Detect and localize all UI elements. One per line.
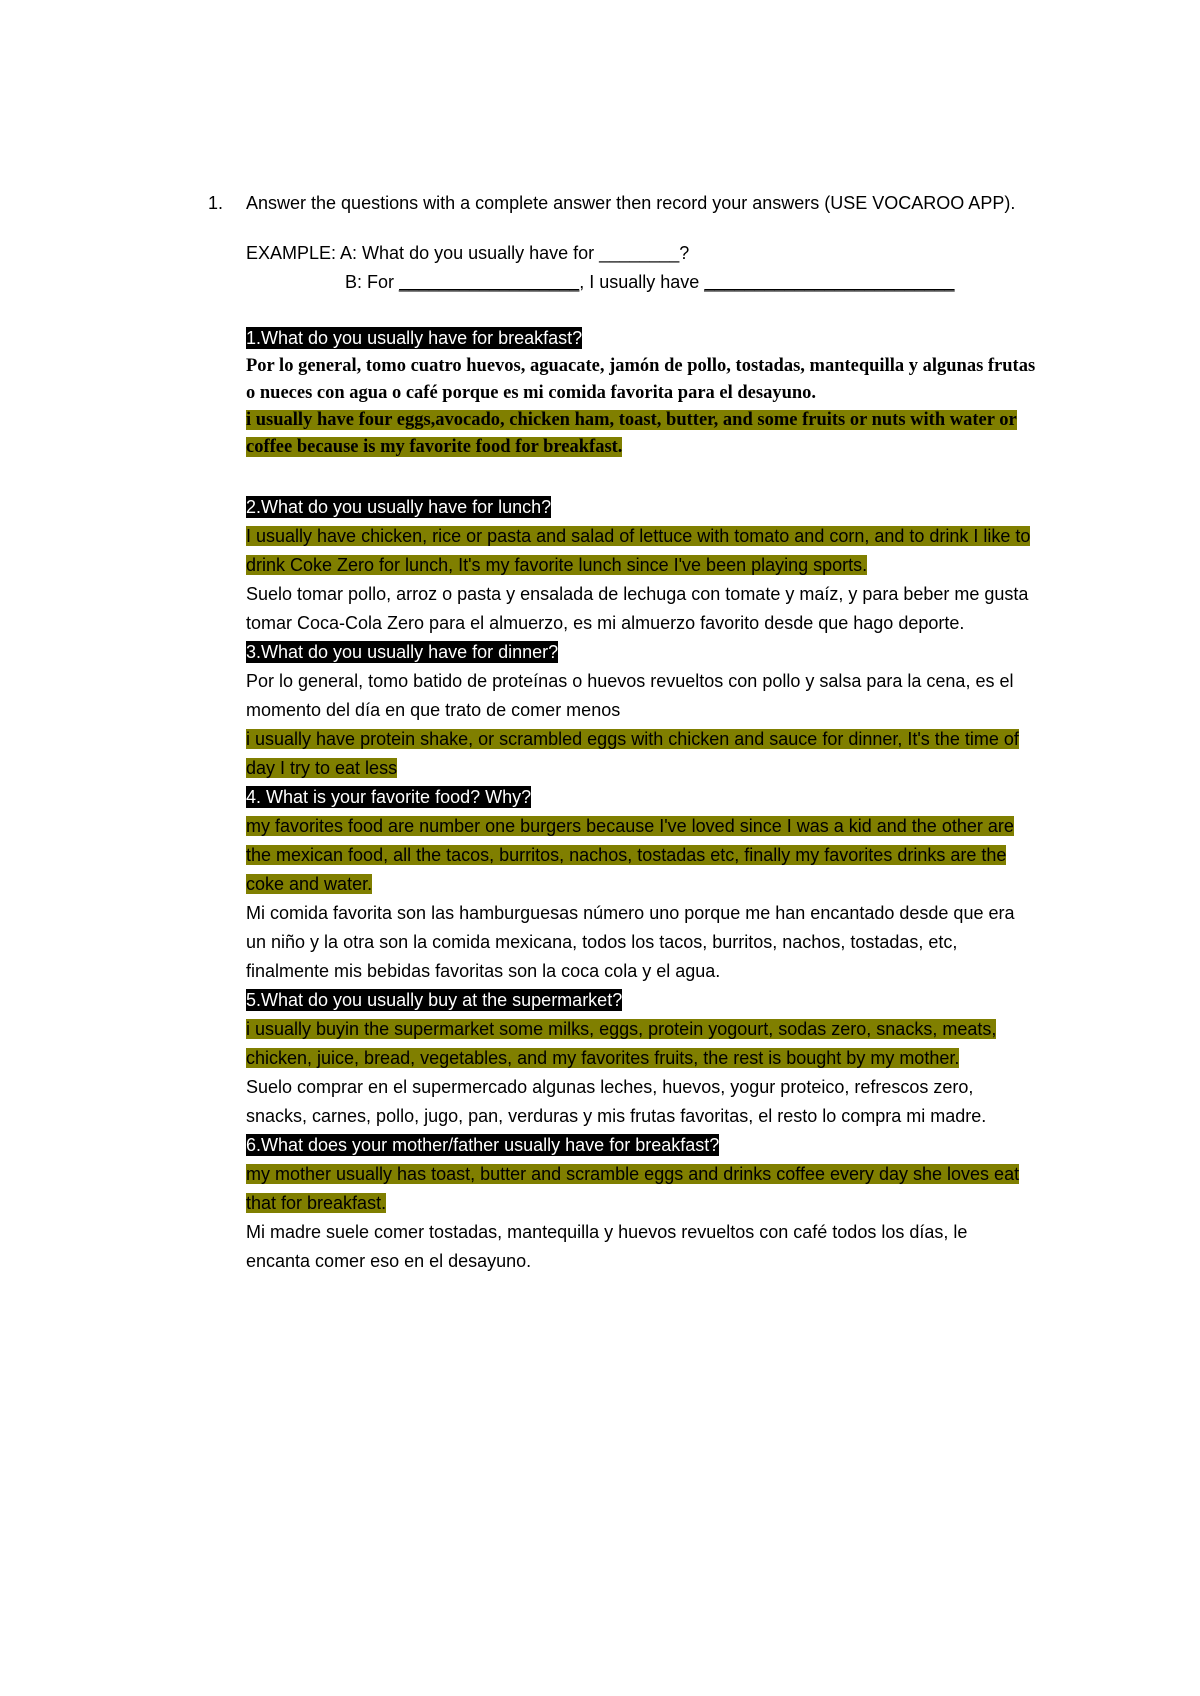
question-4: 4. What is your favorite food? Why? xyxy=(246,787,532,807)
question-5-line xyxy=(246,986,1036,1015)
answer-4-spanish: Mi comida favorita son las hamburguesas número uno porque me han encantado desde que era un niño y la otra son la comida mexicana, todos los tacos, burritos, nachos, tostadas, etc, finalmente mis bebidas favoritas son la coca cola y el agua. xyxy=(246,903,1015,981)
answer-1-english-wrap xyxy=(246,407,1036,461)
answer-2-english: I usually have chicken, rice or pasta and salad of lettuce with tomato and corn, and to drink I like to drink Coke Zero for lunch, It's my favorite lunch since I've been playing sports. xyxy=(246,526,1031,575)
example-b-prefix: B: For xyxy=(345,272,400,292)
question-5: 5.What do you usually buy at the supermarket? xyxy=(246,990,623,1010)
instruction-item xyxy=(208,189,1036,218)
answer-1-english: i usually have four eggs,avocado, chicken ham, toast, butter, and some fruits or nuts with water or coffee because is my favorite food for breakfast. xyxy=(246,410,1017,457)
answer-6-spanish: Mi madre suele comer tostadas, mantequilla y huevos revueltos con café todos los días, le encanta comer eso en el desayuno. xyxy=(246,1222,968,1271)
answer-3-spanish: Por lo general, tomo batido de proteínas o huevos revueltos con pollo y salsa para la cena, es el momento del día en que trato de comer menos xyxy=(246,671,1014,720)
question-3: 3.What do you usually have for dinner? xyxy=(246,642,559,662)
example-line-a: EXAMPLE: A: What do you usually have for ________? xyxy=(246,243,690,263)
example-b-blank-1: __________________ xyxy=(399,272,580,292)
answer-2-english-wrap xyxy=(246,522,1036,580)
answer-4-english-wrap xyxy=(246,812,1036,899)
question-2: 2.What do you usually have for lunch? xyxy=(246,497,552,517)
question-1: 1.What do you usually have for breakfast? xyxy=(246,328,583,348)
answer-6-english-wrap xyxy=(246,1160,1036,1218)
answer-3-english: i usually have protein shake, or scrambled eggs with chicken and sauce for dinner, It's the time of day I try to eat less xyxy=(246,729,1019,778)
question-3-line xyxy=(246,638,1036,667)
example-line-b xyxy=(246,268,1036,297)
answer-6-english: my mother usually has toast, butter and scramble eggs and drinks coffee every day she loves eat that for breakfast. xyxy=(246,1164,1020,1213)
question-1-line xyxy=(246,324,1036,353)
list-number: 1. xyxy=(208,193,224,213)
question-2-line xyxy=(246,493,1036,522)
worksheet-content xyxy=(208,189,1036,1276)
instruction-text: Answer the questions with a complete answer then record your answers (USE VOCAROO APP). xyxy=(246,193,1016,213)
example-block xyxy=(246,239,1036,297)
answer-3-english-wrap xyxy=(246,725,1036,783)
answer-2-spanish: Suelo tomar pollo, arroz o pasta y ensalada de lechuga con tomate y maíz, y para beber me gusta tomar Coca-Cola Zero para el almuerzo, es mi almuerzo favorito desde que hago deporte. xyxy=(246,584,1029,633)
answer-5-spanish: Suelo comprar en el supermercado algunas leches, huevos, yogur proteico, refrescos zero, snacks, carnes, pollo, jugo, pan, verduras y mis frutas favoritas, el resto lo compra mi madre. xyxy=(246,1077,987,1126)
example-b-blank-2: _________________________ xyxy=(704,272,955,292)
answer-1-spanish: Por lo general, tomo cuatro huevos, aguacate, jamón de pollo, tostadas, mantequilla y algunas frutas o nueces con agua o café porque es mi comida favorita para el desayuno. xyxy=(246,356,1036,403)
answer-5-english-wrap xyxy=(246,1015,1036,1073)
example-b-middle: , I usually have xyxy=(579,272,705,292)
answer-5-english: i usually buyin the supermarket some milks, eggs, protein yogourt, sodas zero, snacks, meats, chicken, juice, bread, vegetables, and my favorites fruits, the rest is bought by my mother. xyxy=(246,1019,997,1068)
question-4-line xyxy=(246,783,1036,812)
question-6-line xyxy=(246,1131,1036,1160)
answer-4-english: my favorites food are number one burgers because I've loved since I was a kid and the other are the mexican food, all the tacos, burritos, nachos, tostadas etc, finally my favorites drinks are the coke and water. xyxy=(246,816,1014,894)
question-6: 6.What does your mother/father usually have for breakfast? xyxy=(246,1135,720,1155)
